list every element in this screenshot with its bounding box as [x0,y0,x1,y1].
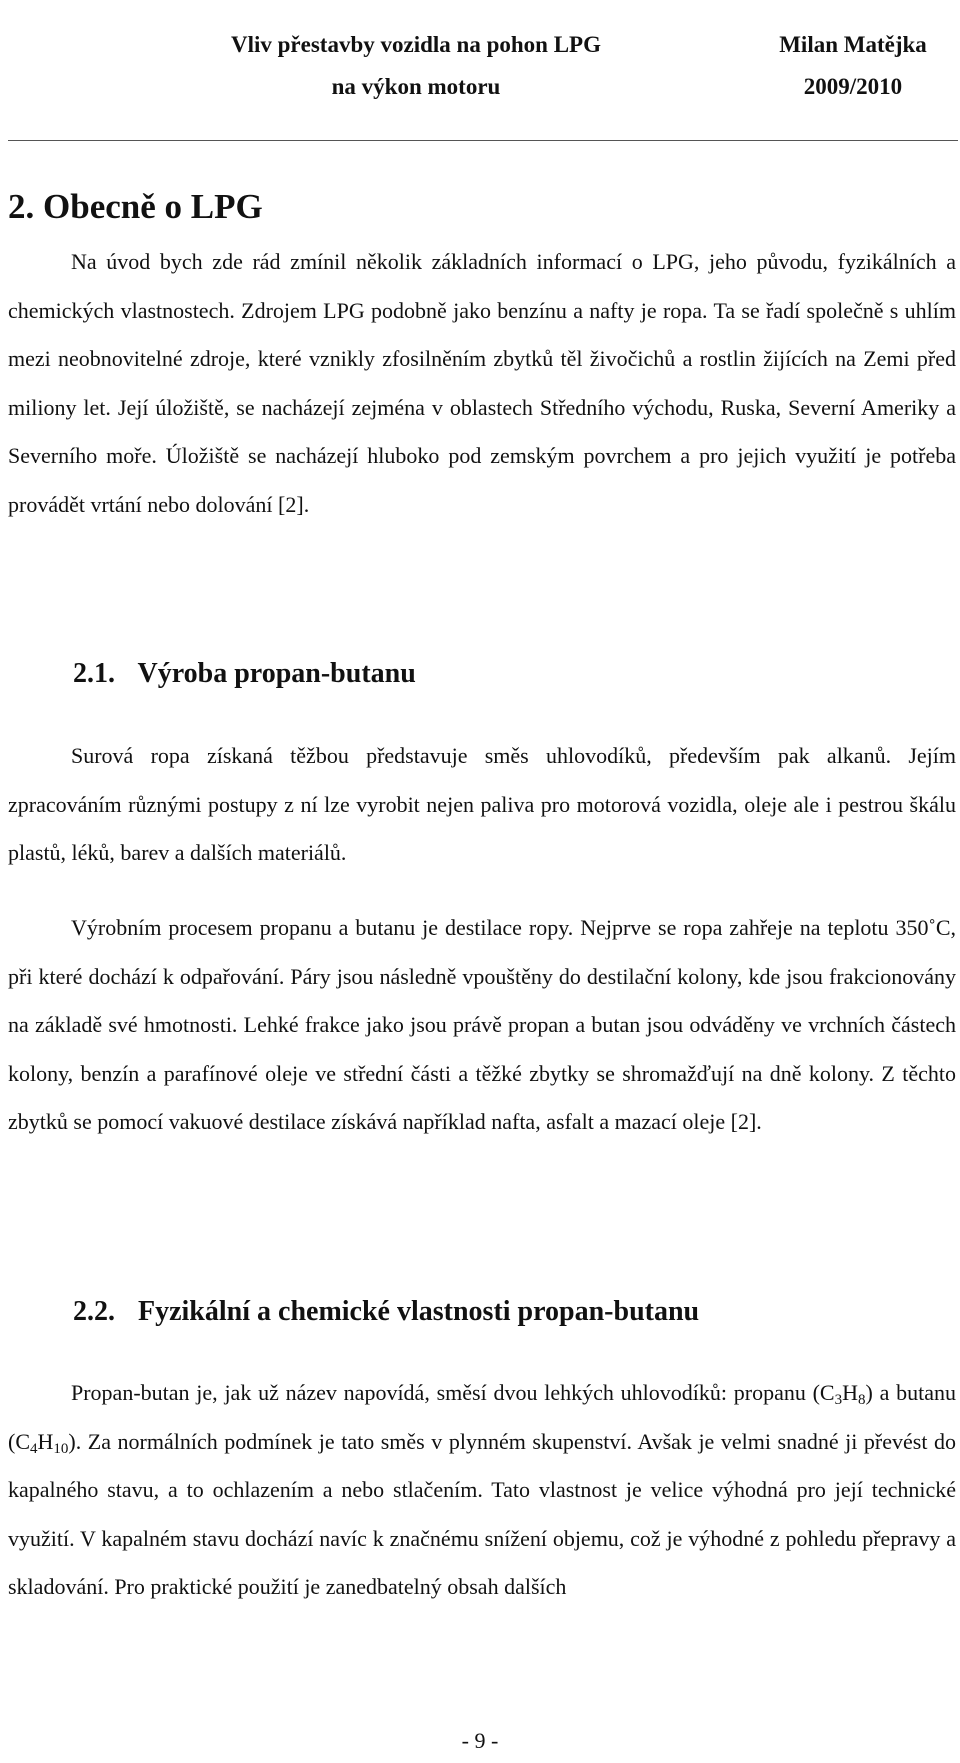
properties-text-a: Propan-butan je, jak už název napovídá, směsí dvou lehkých uhlovodíků: propanu (C [71,1380,835,1405]
production-paragraph-2 [8,904,956,1147]
section-heading: 2. Obecně o LPG [8,187,263,226]
production-text-2: Výrobním procesem propanu a butanu je destilace ropy. Nejprve se ropa zahřeje na teplotu 350˚C, při které dochází k odpařování. Páry jsou následně vpouštěny do destilační kolony, kde jsou frakcionovány na základě své hmotnosti. Lehké frakce jako jsou právě propan a butan jsou odváděny ve vrchních částech kolony, benzín a parafínové oleje ve střední části a těžké zbytky se shromažďují na dně kolony. Z těchto zbytků se pomocí vakuové destilace získává například nafta, asfalt a mazací oleje [2]. [8,915,956,1134]
header-title-line1: Vliv přestavby vozidla na pohon LPG [231,32,601,57]
subsection-2-2-heading [73,1294,699,1330]
production-paragraph-1 [8,732,956,878]
formula-propane-h-subscript: 8 [858,1392,866,1408]
formula-butane-c-subscript: 4 [30,1440,38,1457]
properties-paragraph [8,1369,956,1612]
subsection-2-2-title: Fyzikální a chemické vlastnosti propan-butanu [138,1296,700,1327]
subsection-2-1-number: 2.1. [73,658,115,689]
properties-text-b: ) a butanu (C [8,1380,957,1454]
intro-text: Na úvod bych zde rád zmínil několik základních informací o LPG, jeho původu, fyzikálních a chemických vlastnostech. Zdrojem LPG podobně jako benzínu a nafty je ropa. Ta se řadí společně s uhlím mezi neobnovitelné zdroje, které vznikly zfosilněním zbytků těl živočichů a rostlin žijících na Zemi před miliony let. Její úložiště, se nacházejí zejména v oblastech Středního východu, Ruska, Severní Ameriky a Severního moře. Úložiště se nacházejí hluboko pod zemským povrchem a pro jejich využití je potřeba provádět vrtání nebo dolování [2]. [8,249,956,517]
header-year: 2009/2010 [803,74,903,99]
header-author: Milan Matějka [779,32,927,57]
header-title-line2: na výkon motoru [331,74,501,99]
intro-paragraph [8,238,956,529]
subsection-2-2-number: 2.2. [73,1296,115,1327]
formula-propane-c-subscript: 3 [834,1392,843,1408]
formula-butane-h: H [37,1428,54,1454]
header-divider [8,140,958,141]
subsection-2-1-heading [73,656,416,692]
production-text-1: Surová ropa získaná těžbou představuje směs uhlovodíků, především pak alkanů. Jejím zpracováním různými postupy z ní lze vyrobit nejen paliva pro motorová vozidla, oleje ale i pestrou škálu plastů, léků, barev a dalších materiálů. [8,743,956,865]
formula-propane-h: H [842,1380,858,1405]
properties-text-c: ). Za normálních podmínek je tato směs v plynném skupenství. Avšak je velmi snadné ji převést do kapalného stavu, a to ochlazením a nebo stlačením. Tato vlastnost je velice výhodná pro její technické využití. V kapalném stavu dochází navíc k značnému snížení objemu, což je výhodné z pohledu přepravy a skladování. Pro praktické použití je zanedbatelný obsah dalších [8,1428,956,1599]
formula-butane-h-subscript: 10 [53,1440,69,1457]
subsection-2-1-title: Výroba propan-butanu [137,658,416,689]
page-number: - 9 - [461,1728,499,1753]
